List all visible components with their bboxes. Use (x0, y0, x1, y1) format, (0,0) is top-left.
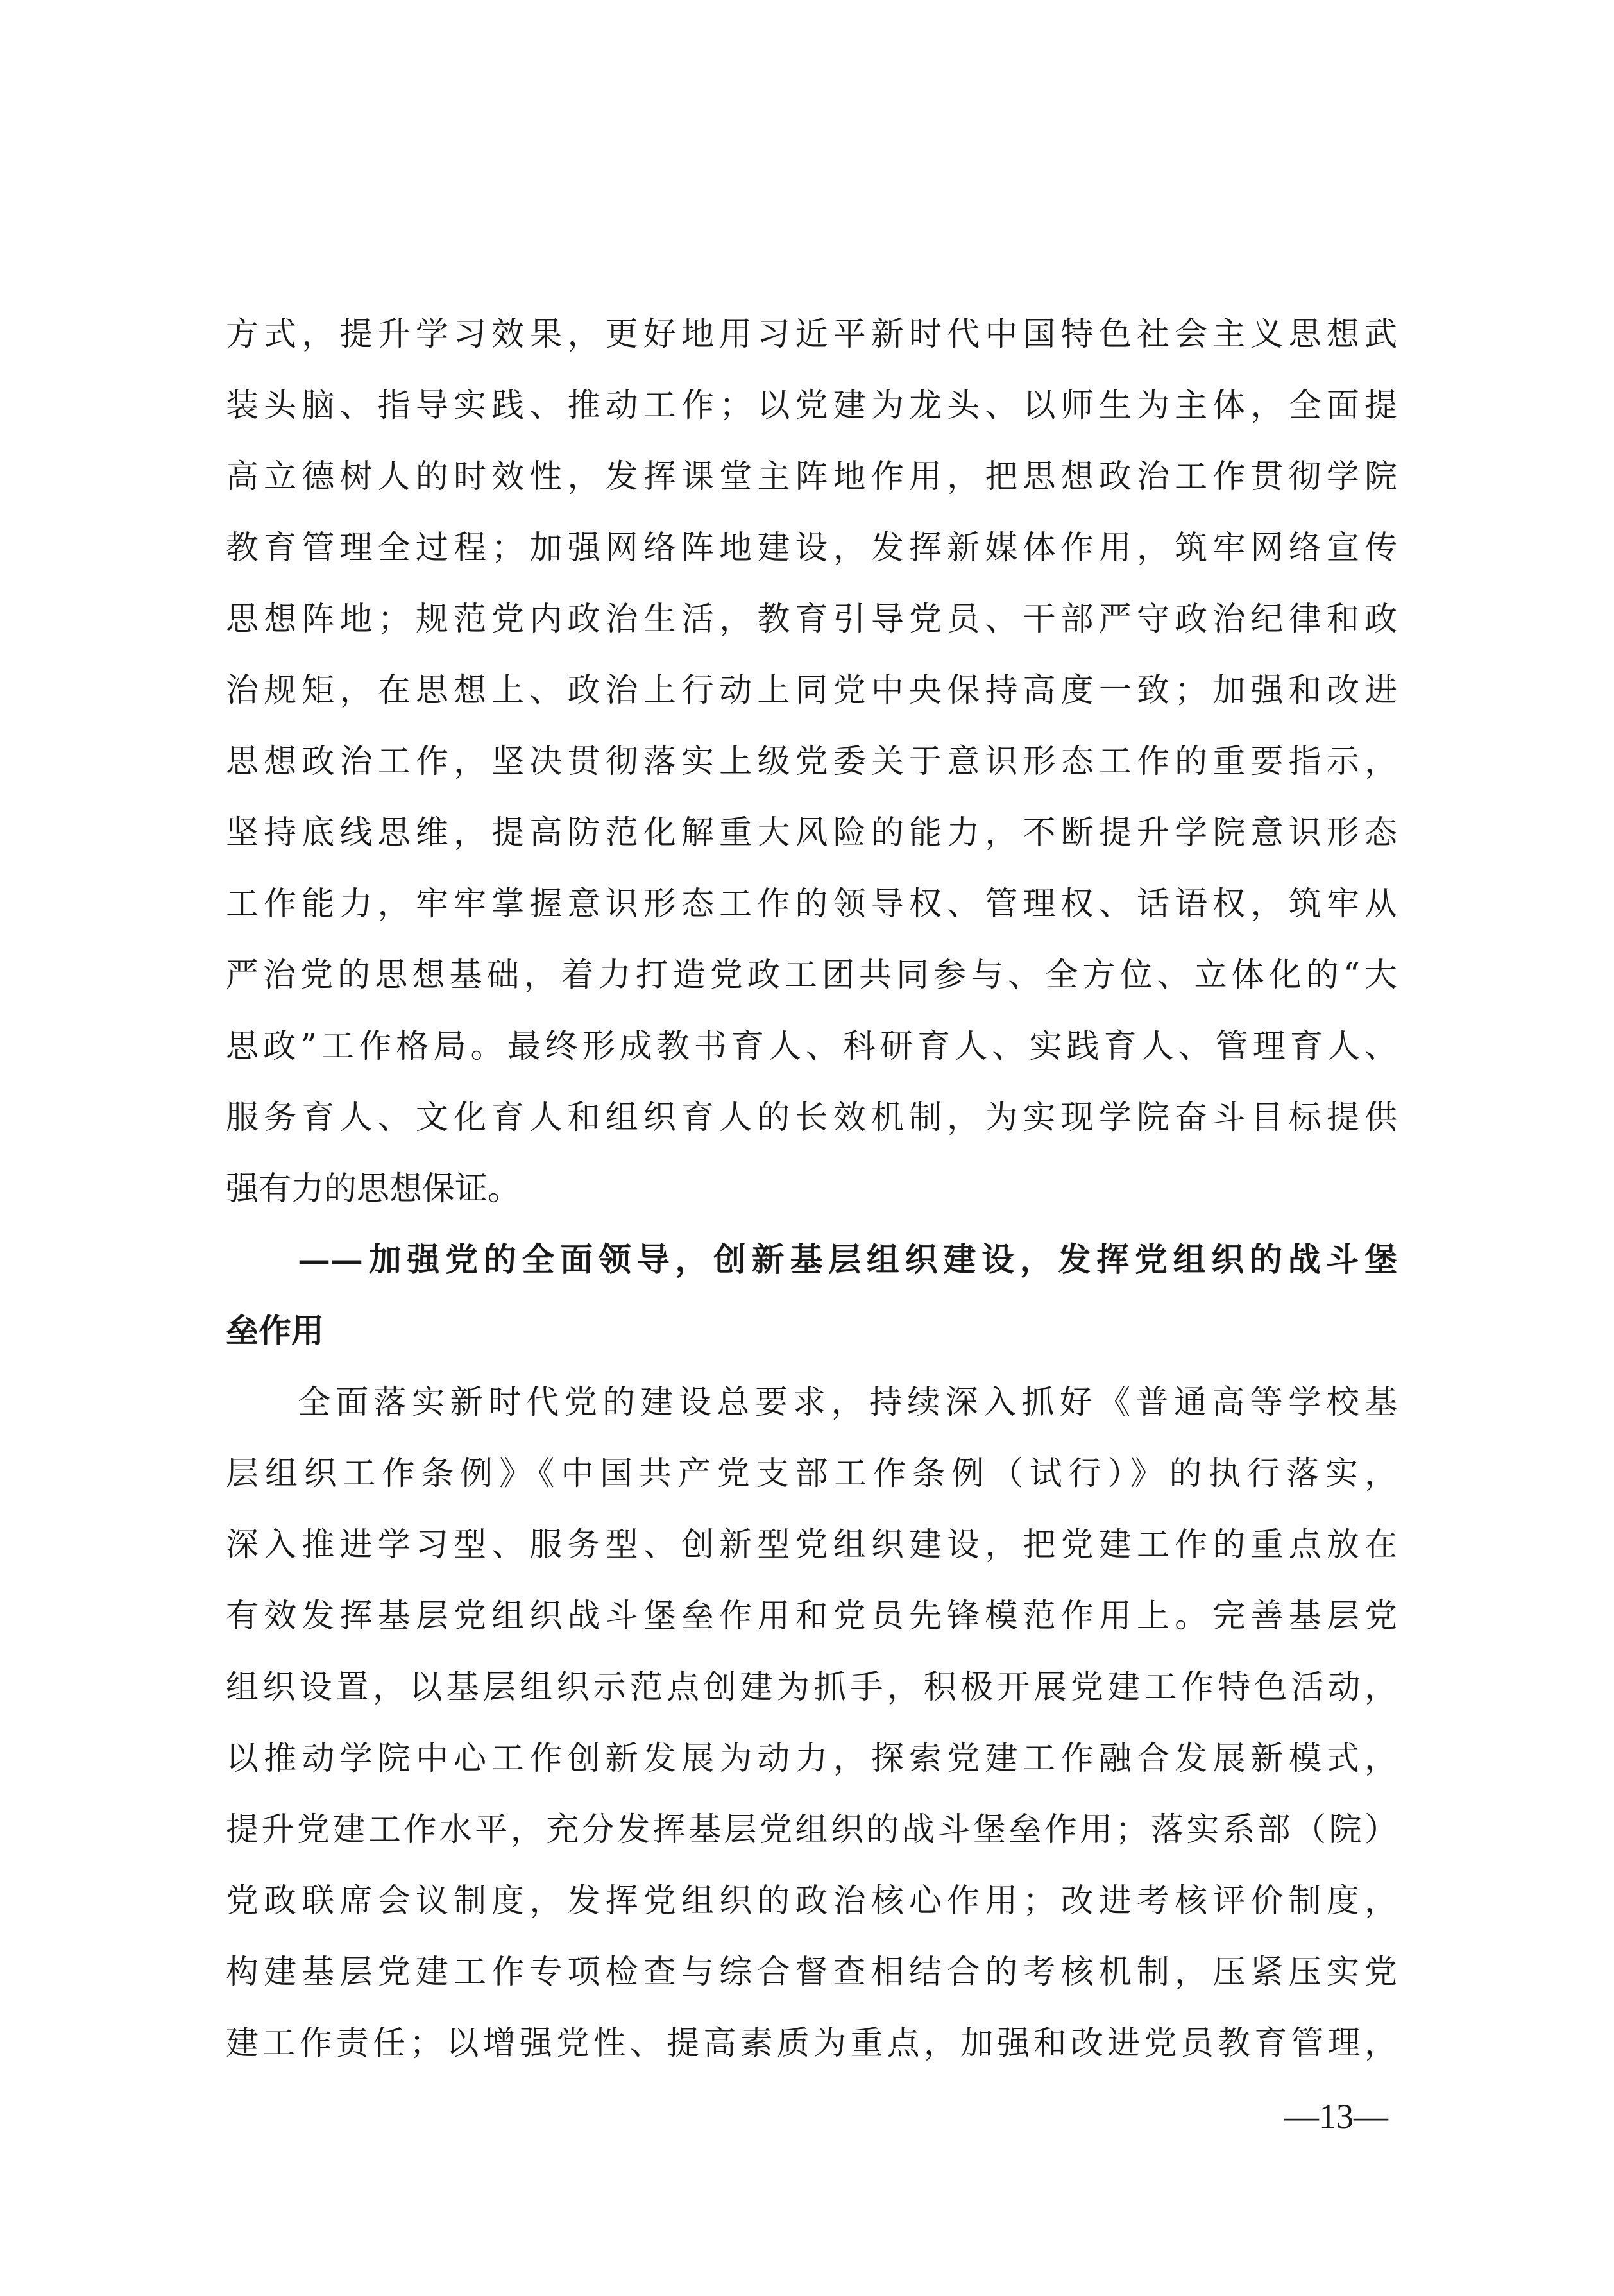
paragraph-line: 服务育人、文化育人和组织育人的长效机制，为实现学院奋斗目标提供 (226, 1099, 1397, 1137)
paragraph-line: 思想阵地；规范党内政治生活，教育引导党员、干部严守政治纪律和政 (226, 600, 1397, 638)
paragraph-line: 全面落实新时代党的建设总要求，持续深入抓好《普通高等学校基 (298, 1384, 1397, 1422)
paragraph-line: 以推动学院中心工作创新发展为动力，探索党建工作融合发展新模式， (226, 1740, 1397, 1778)
paragraph-line: 装头脑、指导实践、推动工作；以党建为龙头、以师生为主体，全面提 (226, 387, 1397, 425)
section-heading-line: 垒作用 (226, 1312, 325, 1350)
paragraph-line: 工作能力，牢牢掌握意识形态工作的领导权、管理权、话语权，筑牢从 (226, 885, 1397, 923)
paragraph-line: 组织设置，以基层组织示范点创建为抓手，积极开展党建工作特色活动， (226, 1669, 1397, 1706)
page-number: —13— (1284, 2097, 1388, 2136)
section-heading-line: ——加强党的全面领导，创新基层组织建设，发挥党组织的战斗堡 (298, 1241, 1397, 1279)
paragraph-line: 党政联席会议制度，发挥党组织的政治核心作用；改进考核评价制度， (226, 1882, 1397, 1920)
paragraph-line: 构建基层党建工作专项检查与综合督查相结合的考核机制，压紧压实党 (226, 1953, 1397, 1991)
paragraph-line: 教育管理全过程；加强网络阵地建设，发挥新媒体作用，筑牢网络宣传 (226, 529, 1397, 567)
paragraph-line: 深入推进学习型、服务型、创新型党组织建设，把党建工作的重点放在 (226, 1526, 1397, 1564)
paragraph-line: 提升党建工作水平，充分发挥基层党组织的战斗堡垒作用；落实系部（院） (226, 1811, 1397, 1849)
paragraph-line: 建工作责任；以增强党性、提高素质为重点，加强和改进党员教育管理， (226, 2025, 1397, 2062)
paragraph-line: 有效发挥基层党组织战斗堡垒作用和党员先锋模范作用上。完善基层党 (226, 1597, 1397, 1635)
paragraph-line: 高立德树人的时效性，发挥课堂主阵地作用，把思想政治工作贯彻学院 (226, 458, 1397, 496)
paragraph-line: 层组织工作条例》《中国共产党支部工作条例（试行）》的执行落实， (226, 1455, 1397, 1493)
paragraph-line: 治规矩，在思想上、政治上行动上同党中央保持高度一致；加强和改进 (226, 672, 1397, 710)
paragraph-line: 严治党的思想基础，着力打造党政工团共同参与、全方位、立体化的“大 (226, 957, 1397, 994)
paragraph-line: 坚持底线思维，提高防范化解重大风险的能力，不断提升学院意识形态 (226, 814, 1397, 852)
paragraph-line: 思政”工作格局。最终形成教书育人、科研育人、实践育人、管理育人、 (226, 1028, 1397, 1066)
body-text (226, 299, 1397, 2079)
paragraph-line: 方式，提升学习效果，更好地用习近平新时代中国特色社会主义思想武 (226, 316, 1397, 353)
paragraph-line: 思想政治工作，坚决贯彻落实上级党委关于意识形态工作的重要指示， (226, 743, 1397, 781)
paragraph-line: 强有力的思想保证。 (226, 1170, 521, 1208)
